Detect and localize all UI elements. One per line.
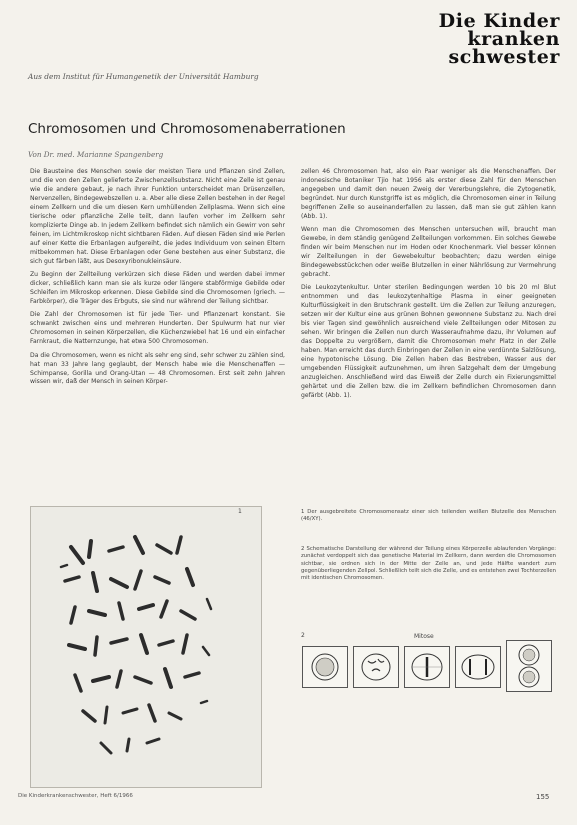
figure-1-number: 1 [238,508,242,515]
chromosome-spread-illustration [31,507,261,787]
anaphase-cell-icon [456,647,500,687]
journal-masthead [400,12,560,66]
figure-2-number: 2 [301,632,305,639]
paragraph: Die Bausteine des Menschen sowie der meisten Tiere und Pflanzen sind Zellen, und die von den Zellen gelieferte Zwischenzellsubstanz. Nicht eine Zelle ist genau wie die andere gebaut, je nach ihrer Funktion unterscheidet man Drüsenzellen, Nervenzellen, Bindegewebszellen u. a. Aber alle diese Zellen bestehen in der Regel einem Zellkern und die um diesen Kern umhüllenden Zellplasma. Wenn sich eine tierische oder pflanzliche Zelle teilt, dann laufen vorher im Zellkern sehr komplizierte Dinge ab. In jedem Zellkern befindet sich nämlich ein Gewirr von sehr feinen, im Lichtmikroskop nicht sichtbaren Fäden. Auf diesen Fäden sind wie Perlen auf einer Kette die Erbanlagen aufgereiht, die jedes Individuum von seinen Eltern mitbekommen hat. Diese Erbanlagen oder Gene bestehen aus einer Substanz, die sich gut färben läßt, aus Desoxyribonukleinsäure. [30,168,285,265]
paragraph: Wenn man die Chromosomen des Menschen untersuchen will, braucht man Gewebe, in dem ständig genügend Zellteilungen vorkommen. Ein solches Gewebe finden wir beim Menschen nur im Hoden oder Knochenmark. Viel besser können wir Zellteilungen in der Gewebekultur beobachten; dazu werden einige Bindegewebsstückchen oder weiße Blutzellen in einer Nährlösung zur Vermehrung gebracht. [301,226,556,278]
mitosis-stage-anaphase [455,646,501,688]
mitosis-stage-telophase [506,640,552,692]
prophase-cell-icon [354,647,398,687]
paragraph: Da die Chromosomen, wenn es nicht als sehr eng sind, sehr schwer zu zählen sind, hat man 33 Jahre lang geglaubt, der Mensch habe wie die Menschenaffen — Schimpanse, Gorilla und Orang-Utan — 48 Chromosomen. Erst seit zehn Jahren wissen wir, daß der Mensch in seinen Körper- [30,351,285,386]
figure-1-caption: 1 Der ausgebreitete Chromosomensatz einer sich teilenden weißen Blutzelle des Menschen (46/XY). [301,509,556,523]
article-title: Chromosomen und Chromosomenaberrationen [28,121,346,137]
daughter-cells-icon [507,641,551,691]
metaphase-cell-icon [405,647,449,687]
figure-2-caption: 2 Schematische Darstellung der während der Teilung eines Körperzelle ablaufenden Vorgänge: zunächst verdoppelt sich das genetische Material im Zellkern, dann werden die Chromosomen sichtbar, sie ordnen sich in der Mitte der Zelle an, und jede Hälfte wandert zum gegenüberliegenden Zellpol. Schließlich teilt sich die Zelle, und es entstehen zwei Tochterzellen mit identischen Chromosomen. [301,546,556,582]
paragraph: zellen 46 Chromosomen hat, also ein Paar weniger als die Menschenaffen. Der indonesische Botaniker Tjio hat 1956 als erster diese Zahl für den Menschen angegeben und damit den neuen Zweig der Vererbungslehre, die Zytogenetik, begründet. Nur durch Kunstgriffe ist es möglich, die Chromosomen einer in Teilung begriffenen Zelle so auseinanderfallen zu lassen, daß man sie gut zählen kann (Abb. 1). [301,168,556,220]
chromosome-micrograph [30,506,262,788]
article-author: Von Dr. med. Marianne Spangenberg [28,150,164,159]
text-column-right [301,168,556,520]
paragraph: Die Zahl der Chromosomen ist für jede Tier- und Pflanzenart konstant. Sie schwankt zwischen eins und mehreren Hunderten. Der Spulwurm hat nur vier Chromosomen in seinen Körperzellen, die Küchenzwiebel hat 16 und ein einfacher Farnkraut, die Natternzunge, hat etwa 500 Chromosomen. [30,311,285,346]
masthead-line: schwester [448,46,560,68]
footer-journal-issue: Die Kinderkrankenschwester, Heft 6/1966 [18,793,133,799]
mitosis-stage-prophase [353,646,399,688]
masthead-line: kranken [467,28,560,50]
paragraph: Die Leukozytenkultur. Unter sterilen Bedingungen werden 10 bis 20 ml Blut entnommen und das leukozytenhaltige Plasma in einer geeigneten Kulturflüssigkeit in den Brutschrank gestellt. Um die Zellen zur Teilung anzuregen, setzen wir der Kultur eine aus grünen Bohnen gewonnene Substanz zu. Nach drei bis vier Tagen sind gewöhnlich ausreichend viele Zellteilungen oder Mitosen zu sehen. Wir bringen die Zellen nun durch Wasseraufnahme dazu, ihr Volumen auf das Doppelte zu vergrößern, damit die Chromosomen mehr Platz in der Zelle haben. Man erreicht das durch Einbringen der Zellen in eine verdünnte Salzlösung, eine hypotonische Lösung. Die Zellen haben das Bestreben, Wasser aus der umgebenden Flüssigkeit aufzunehmen, um ihren Salzgehalt dem der Umgebung anzugleichen. Anschließend wird das Eiweiß der Zelle durch ein Fixierungsmittel gehärtet und die Zellen bzw. die im Zellkern befindlichen Chromosomen dann gefärbt (Abb. 1). [301,284,556,399]
mitosis-stage-interphase [302,646,348,688]
cell-nucleus-icon [303,647,347,687]
institute-line: Aus dem Institut für Humangenetik der Universität Hamburg [28,72,259,81]
mitosis-stage-metaphase [404,646,450,688]
masthead-line: Die Kinder [438,10,560,32]
figure-2-label: Mitose [414,633,434,640]
page-number: 155 [536,793,550,801]
paragraph: Zu Beginn der Zellteilung verkürzen sich diese Fäden und werden dabei immer dicker, schließlich kann man sie als kurze oder längere stabförmige Gebilde oder Schleifen im Mikroskop erkennen. Diese Gebilde sind die Chromosomen (griech. — Farbkörper), die Träger des Erbguts, sie sind nur während der Teilung sichtbar. [30,270,285,305]
text-column-left [30,168,285,520]
